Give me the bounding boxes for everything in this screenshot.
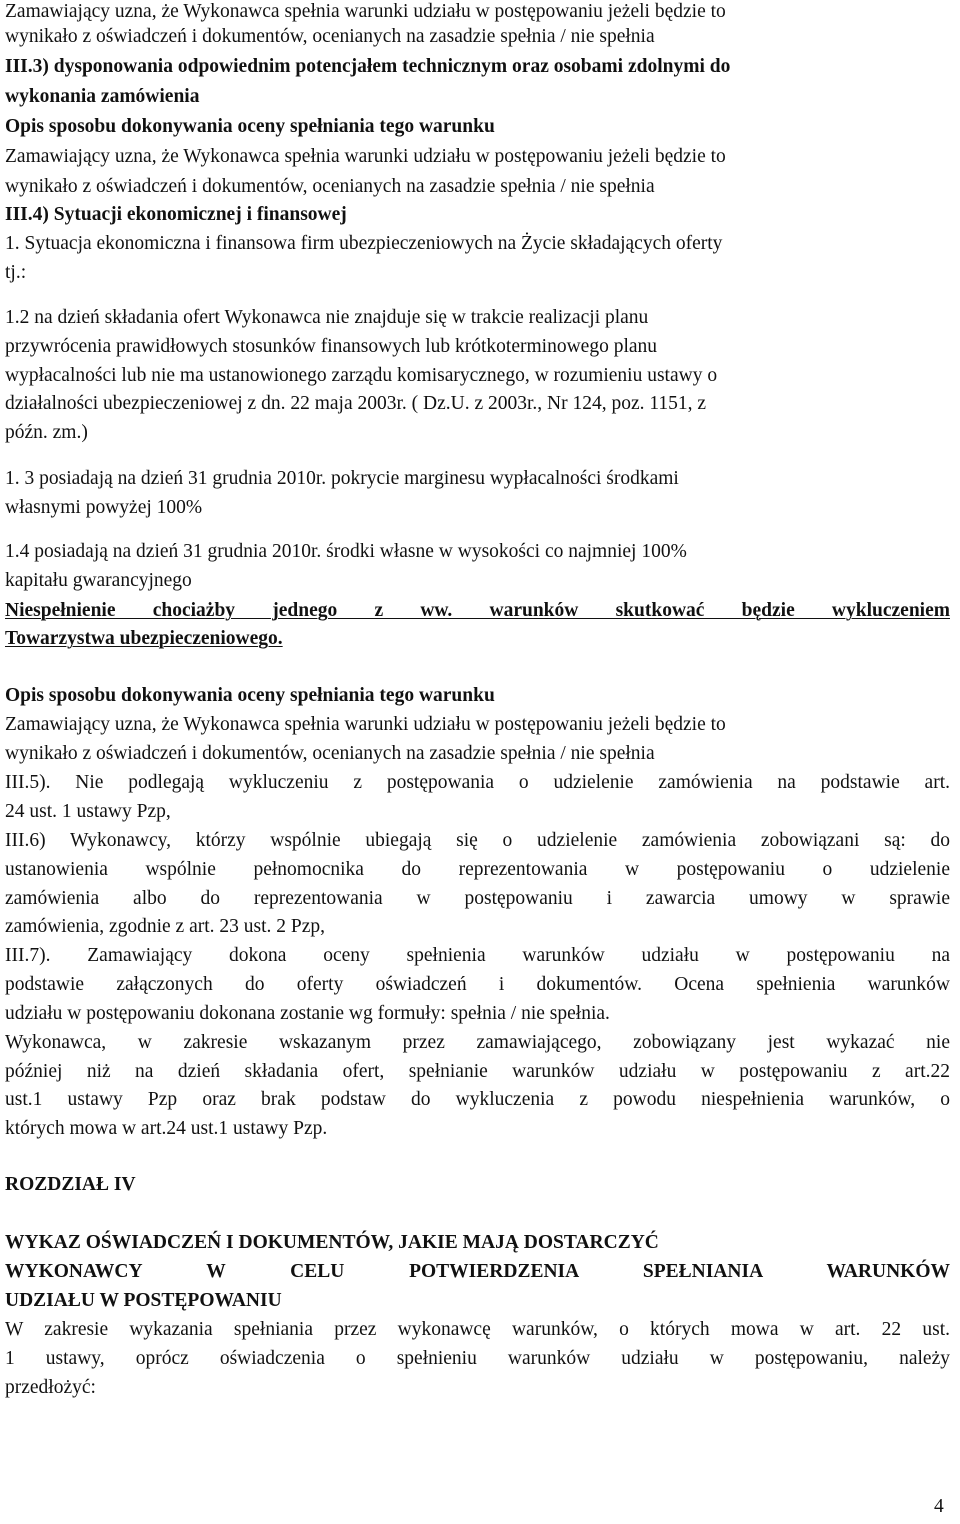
text-line: 1 ustawy, oprócz oświadczenia o spełnieniu warunków udziału w postępowaniu, należy: [5, 1348, 950, 1369]
text-line: przedłożyć:: [5, 1377, 96, 1398]
text-line: kapitału gwarancyjnego: [5, 570, 192, 591]
section-heading: III.4) Sytuacji ekonomicznej i finansowej: [5, 204, 347, 225]
text-line: wynikało z oświadczeń i dokumentów, ocenianych na zasadzie spełnia / nie spełnia: [5, 743, 655, 764]
page-number: 4: [934, 1496, 944, 1517]
section-heading: III.3) dysponowania odpowiednim potencjałem technicznym oraz osobami zdolnymi do: [5, 56, 731, 77]
text-line: wypłacalności lub nie ma ustanowionego zarządu komisarycznego, w rozumieniu ustawy o: [5, 365, 718, 386]
section-heading: wykonania zamówienia: [5, 86, 200, 107]
exclusion-notice: Niespełnienie chociażby jednego z ww. warunków skutkować będzie wykluczeniem: [5, 600, 950, 621]
text-line: W zakresie wykazania spełniania przez wykonawcę warunków, o których mowa w art. 22 ust.: [5, 1319, 950, 1340]
text-line: ustanowienia wspólnie pełnomocnika do reprezentowania w postępowaniu o udzielenie: [5, 859, 950, 880]
text-line: własnymi powyżej 100%: [5, 497, 203, 518]
text-line: Zamawiający uzna, że Wykonawca spełnia warunki udziału w postępowaniu jeżeli będzie to: [5, 1, 726, 22]
text-line: ust.1 ustawy Pzp oraz brak podstaw do wykluczenia z powodu niespełnienia warunków, o: [5, 1089, 950, 1110]
text-line: których mowa w art.24 ust.1 ustawy Pzp.: [5, 1118, 328, 1139]
text-line: Zamawiający uzna, że Wykonawca spełnia warunki udziału w postępowaniu jeżeli będzie to: [5, 146, 726, 167]
text-line: później niż na dzień składania ofert, spełnianie warunków udziału w postępowaniu z art.22: [5, 1061, 950, 1082]
text-line: tj.:: [5, 262, 27, 283]
text-line: III.7). Zamawiający dokona oceny spełnienia warunków udziału w postępowaniu na: [5, 945, 950, 966]
text-line: III.5). Nie podlegają wykluczeniu z postępowania o udzielenie zamówienia na podstawie art.: [5, 772, 950, 793]
text-line: wynikało z oświadczeń i dokumentów, ocenianych na zasadzie spełnia / nie spełnia: [5, 176, 655, 197]
text-line: udziału w postępowaniu dokonana zostanie wg formuły: spełnia / nie spełnia.: [5, 1003, 610, 1024]
text-line: zamówienia, zgodnie z art. 23 ust. 2 Pzp,: [5, 916, 326, 937]
text-line: działalności ubezpieczeniowej z dn. 22 maja 2003r. ( Dz.U. z 2003r., Nr 124, poz. 1151, z: [5, 393, 707, 414]
text-line: 1.4 posiadają na dzień 31 grudnia 2010r. środki własne w wysokości co najmniej 100%: [5, 541, 687, 562]
text-line: późn. zm.): [5, 422, 88, 443]
chapter-title: UDZIAŁU W POSTĘPOWANIU: [5, 1290, 282, 1311]
chapter-title: WYKONAWCY W CELU POTWIERDZENIA SPEŁNIANIA WARUNKÓW: [5, 1261, 950, 1282]
text-line: 1. 3 posiadają na dzień 31 grudnia 2010r. pokrycie marginesu wypłacalności środkami: [5, 468, 679, 489]
exclusion-notice: Towarzystwa ubezpieczeniowego.: [5, 628, 283, 649]
subheading: Opis sposobu dokonywania oceny spełniania tego warunku: [5, 116, 495, 137]
text-line: 1.2 na dzień składania ofert Wykonawca nie znajduje się w trakcie realizacji planu: [5, 307, 649, 328]
chapter-heading: ROZDZIAŁ IV: [5, 1174, 136, 1195]
chapter-title: WYKAZ OŚWIADCZEŃ I DOKUMENTÓW, JAKIE MAJĄ DOSTARCZYĆ: [5, 1232, 659, 1253]
text-line: zamówienia albo do reprezentowania w postępowaniu i zawarcia umowy w sprawie: [5, 888, 950, 909]
text-line: 1. Sytuacja ekonomiczna i finansowa firm ubezpieczeniowych na Życie składających oferty: [5, 233, 723, 254]
text-line: wynikało z oświadczeń i dokumentów, ocenianych na zasadzie spełnia / nie spełnia: [5, 26, 655, 47]
text-line: podstawie załączonych do oferty oświadczeń i dokumentów. Ocena spełnienia warunków: [5, 974, 950, 995]
text-line: przywrócenia prawidłowych stosunków finansowych lub krótkoterminowego planu: [5, 336, 658, 357]
text-line: Wykonawca, w zakresie wskazanym przez zamawiającego, zobowiązany jest wykazać nie: [5, 1032, 950, 1053]
subheading: Opis sposobu dokonywania oceny spełniania tego warunku: [5, 685, 495, 706]
text-line: Zamawiający uzna, że Wykonawca spełnia warunki udziału w postępowaniu jeżeli będzie to: [5, 714, 726, 735]
text-line: III.6) Wykonawcy, którzy wspólnie ubiegają się o udzielenie zamówienia zobowiązani są: do: [5, 830, 950, 851]
text-line: 24 ust. 1 ustawy Pzp,: [5, 801, 171, 822]
